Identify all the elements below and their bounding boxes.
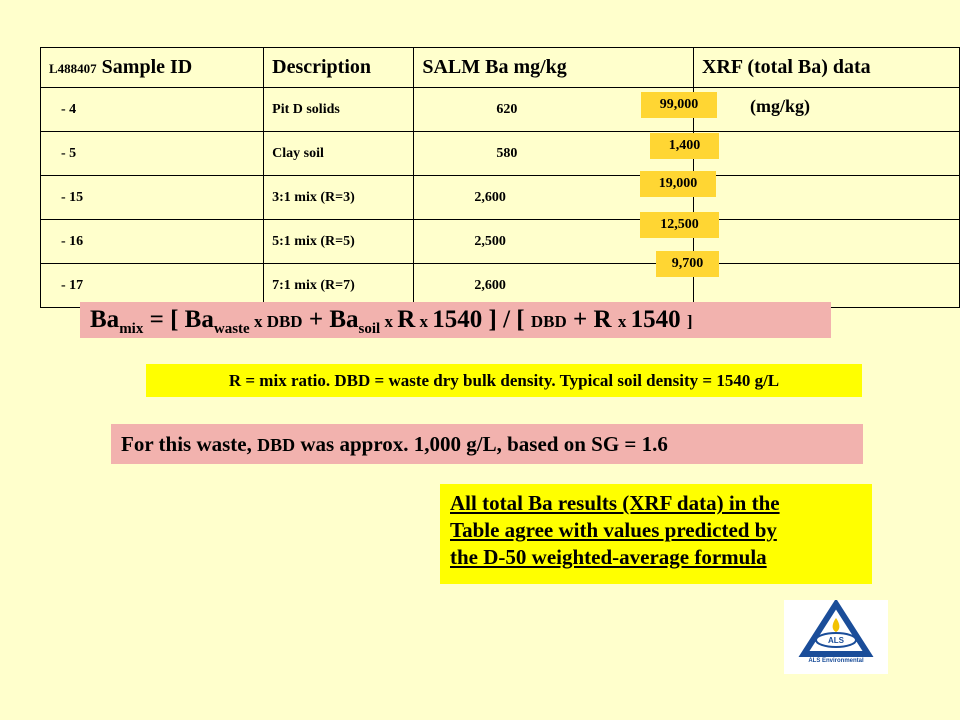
cell-description: 5:1 mix (R=5) — [264, 220, 414, 264]
cell-description: 3:1 mix (R=3) — [264, 176, 414, 220]
cell-salm: 620 — [414, 88, 694, 132]
table-row — [41, 176, 960, 220]
conclusion-line: All total Ba results (XRF data) in the — [450, 491, 780, 515]
cell-salm: 2,600 — [414, 176, 694, 220]
xrf-value-box: 9,700 — [656, 251, 719, 277]
als-triangle-icon — [784, 600, 888, 658]
table-row — [41, 264, 960, 308]
xrf-value-box: 12,500 — [640, 212, 719, 238]
table-row — [41, 88, 960, 132]
cell-xrf — [693, 176, 959, 220]
cell-salm: 580 — [414, 132, 694, 176]
table-row — [41, 132, 960, 176]
xrf-value-box: 1,400 — [650, 133, 719, 159]
header-sample-id: L488407 Sample ID — [41, 48, 264, 88]
cell-sample-id: - 16 — [41, 220, 264, 264]
cell-description: 7:1 mix (R=7) — [264, 264, 414, 308]
cell-salm: 2,500 — [414, 220, 694, 264]
cell-description: Pit D solids — [264, 88, 414, 132]
xrf-value-box: 19,000 — [640, 171, 716, 197]
cell-sample-id: - 4 — [41, 88, 264, 132]
cell-xrf — [693, 132, 959, 176]
units-label: (mg/kg) — [750, 96, 810, 116]
conclusion-line: Table agree with values predicted by — [450, 518, 777, 542]
conclusion-line: the D-50 weighted-average formula — [450, 545, 767, 569]
header-description: Description — [264, 48, 414, 88]
cell-sample-id: - 17 — [41, 264, 264, 308]
mix-formula: $Ba_{mix}$ = [ $Ba_{waste}$ x DBD + $Ba_{soil}$ x R x 1540 ] / [ DBD + R x 1540 ] — [80, 302, 831, 338]
cell-xrf — [693, 264, 959, 308]
cell-xrf — [693, 220, 959, 264]
table-header-row — [41, 48, 960, 88]
cell-description: Clay soil — [264, 132, 414, 176]
table-row — [41, 220, 960, 264]
header-salm: SALM Ba mg/kg — [414, 48, 694, 88]
definitions-note: R = mix ratio. DBD = waste dry bulk density. Typical soil density = 1540 g/L — [146, 364, 862, 397]
waste-density-note: For this waste, DBD was approx. 1,000 g/L, based on SG = 1.6 — [111, 424, 863, 464]
als-logo — [784, 600, 888, 674]
cell-sample-id: - 5 — [41, 132, 264, 176]
results-table — [40, 47, 960, 308]
header-xrf: XRF (total Ba) data — [693, 48, 959, 88]
logo-caption: ALS Environmental — [808, 658, 864, 664]
cell-salm: 2,600 — [414, 264, 694, 308]
cell-xrf — [693, 88, 959, 132]
xrf-value-box: 99,000 — [641, 92, 717, 118]
conclusion-box — [440, 484, 872, 584]
cell-sample-id: - 15 — [41, 176, 264, 220]
logo-letters: ALS — [828, 636, 844, 645]
